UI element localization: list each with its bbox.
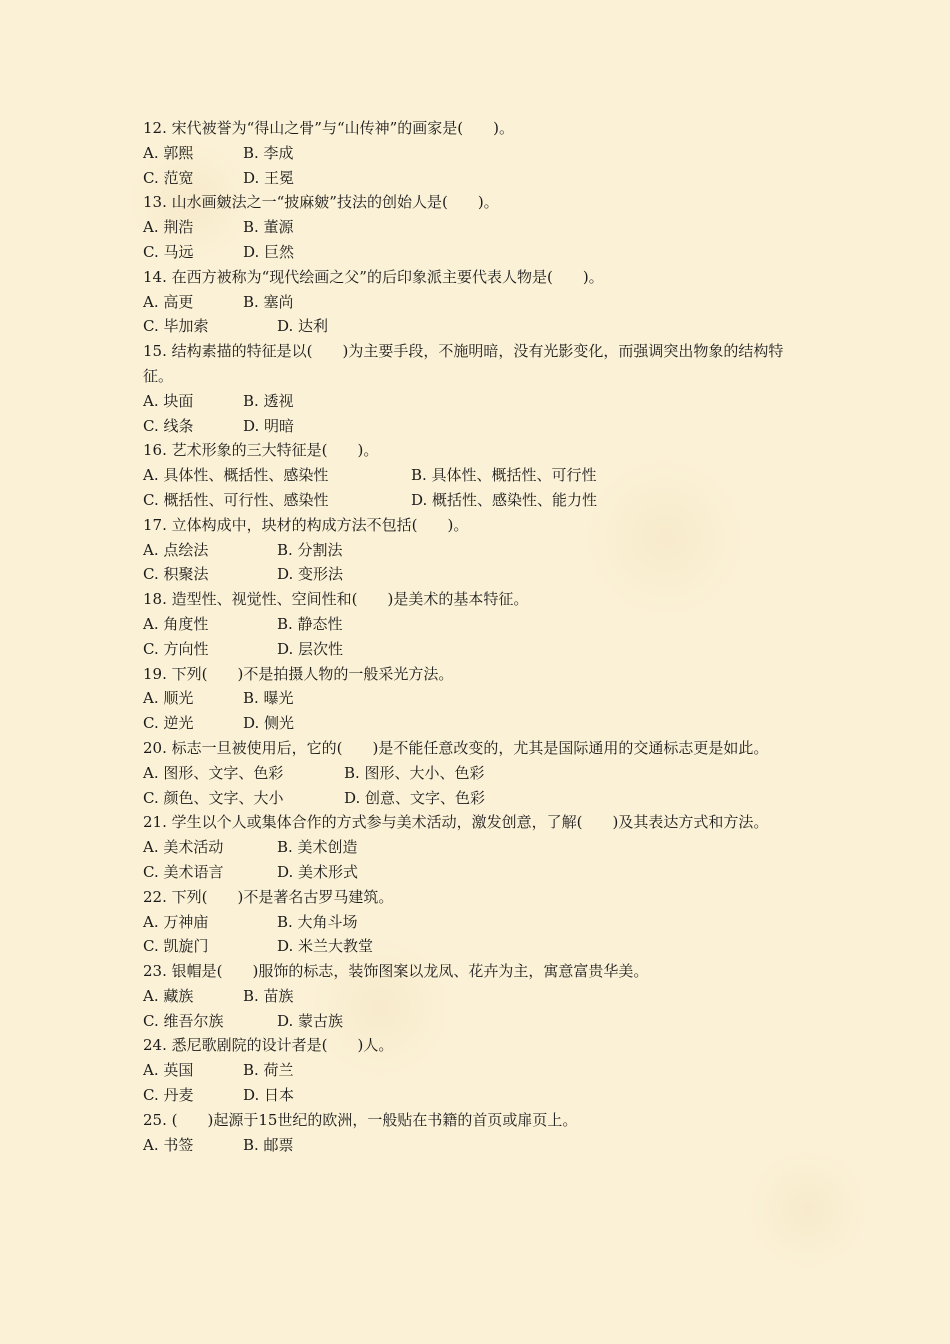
option-c: C. 概括性、可行性、感染性	[143, 490, 329, 509]
question-19-stem: 19. 下列( )不是拍摄人物的一般采光方法。	[143, 664, 454, 683]
question-18-options-row-1	[143, 612, 811, 637]
question-19-options-row-1	[143, 686, 811, 711]
option-d: D. 明暗	[243, 416, 295, 435]
option-d: D. 侧光	[243, 714, 295, 733]
option-a: A. 万神庙	[143, 912, 209, 931]
option-b: B. 荷兰	[243, 1061, 294, 1080]
option-c: C. 凯旋门	[143, 937, 209, 956]
option-a: A. 图形、文字、色彩	[143, 763, 284, 782]
question-24-stem: 24. 悉尼歌剧院的设计者是( )人。	[143, 1036, 394, 1055]
question-21-options-row-2	[143, 860, 811, 885]
option-a: A. 英国	[143, 1061, 194, 1080]
question-15-options-row-2	[143, 414, 811, 439]
option-c: C. 毕加索	[143, 317, 209, 336]
question-list	[143, 116, 811, 1157]
question-12-options-row-2	[143, 166, 811, 191]
question-12-options-row-1	[143, 141, 811, 166]
option-b: B. 邮票	[243, 1135, 294, 1154]
question-23-options-row-1	[143, 984, 811, 1009]
option-c: C. 颜色、文字、大小	[143, 788, 284, 807]
option-b: B. 大角斗场	[277, 912, 358, 931]
question-18-stem: 18. 造型性、视觉性、空间性和( )是美术的基本特征。	[143, 590, 529, 609]
option-d: D. 层次性	[277, 639, 344, 658]
option-b: B. 分割法	[277, 540, 343, 559]
question-22-stem: 22. 下列( )不是著名古罗马建筑。	[143, 887, 394, 906]
option-c: C. 积聚法	[143, 565, 209, 584]
option-a: A. 藏族	[143, 986, 194, 1005]
option-d: D. 王冕	[243, 168, 295, 187]
question-16-stem: 16. 艺术形象的三大特征是( )。	[143, 441, 379, 460]
option-b: B. 苗族	[243, 986, 294, 1005]
question-24-options-row-1	[143, 1058, 811, 1083]
option-d: D. 达利	[277, 317, 329, 336]
question-19-options-row-2	[143, 711, 811, 736]
option-b: B. 美术创造	[277, 838, 358, 857]
question-24-options-row-2	[143, 1083, 811, 1108]
question-20-stem: 20. 标志一旦被使用后，它的( )是不能任意改变的，尤其是国际通用的交通标志更是如此。	[143, 738, 769, 757]
option-d: D. 日本	[243, 1086, 295, 1105]
option-b: B. 静态性	[277, 614, 343, 633]
option-d: D. 美术形式	[277, 862, 359, 881]
option-d: D. 创意、文字、色彩	[344, 788, 486, 807]
option-d: D. 巨然	[243, 242, 295, 261]
option-b: B. 透视	[243, 391, 294, 410]
option-c: C. 范宽	[143, 168, 194, 187]
option-a: A. 书签	[143, 1135, 194, 1154]
question-13-options-row-2	[143, 240, 811, 265]
question-16-options-row-1	[143, 463, 811, 488]
option-b: B. 董源	[243, 218, 294, 237]
question-20-options-row-2	[143, 786, 811, 811]
option-d: D. 概括性、感染性、能力性	[411, 490, 598, 509]
question-22-options-row-1	[143, 910, 811, 935]
option-a: A. 块面	[143, 391, 194, 410]
question-13-options-row-1	[143, 215, 811, 240]
question-20-options-row-1	[143, 761, 811, 786]
option-b: B. 图形、大小、色彩	[344, 763, 485, 782]
question-18-options-row-2	[143, 637, 811, 662]
question-25-options-row-1	[143, 1133, 811, 1158]
option-a: A. 美术活动	[143, 838, 224, 857]
option-c: C. 马远	[143, 242, 194, 261]
question-12-stem: 12. 宋代被誉为“得山之骨”与“山传神”的画家是( )。	[143, 119, 515, 137]
option-d: D. 米兰大教堂	[277, 937, 374, 956]
option-a: A. 顺光	[143, 689, 194, 708]
question-17-options-row-2	[143, 562, 811, 587]
question-23-stem: 23. 银帽是( )服饰的标志，装饰图案以龙凤、花卉为主，寓意富贵华美。	[143, 962, 649, 981]
question-14-stem: 14. 在西方被称为“现代绘画之父”的后印象派主要代表人物是( )。	[143, 267, 604, 286]
question-17-options-row-1	[143, 538, 811, 563]
question-22-options-row-2	[143, 934, 811, 959]
question-23-options-row-2	[143, 1009, 811, 1034]
option-d: D. 蒙古族	[277, 1011, 344, 1030]
question-15-stem: 15. 结构素描的特征是以( )为主要手段，不施明暗，没有光影变化，而强调突出物象的结构特征。	[143, 342, 784, 385]
question-13-stem: 13. 山水画皴法之一“披麻皴”技法的创始人是( )。	[143, 193, 499, 212]
question-21-stem: 21. 学生以个人或集体合作的方式参与美术活动，激发创意，了解( )及其表达方式和方法。	[143, 813, 769, 832]
option-c: C. 逆光	[143, 714, 194, 733]
option-a: A. 角度性	[143, 614, 209, 633]
option-b: B. 李成	[243, 143, 294, 162]
option-c: C. 丹麦	[143, 1086, 194, 1105]
question-15-options-row-1	[143, 389, 811, 414]
option-c: C. 方向性	[143, 639, 209, 658]
option-c: C. 线条	[143, 416, 194, 435]
question-14-options-row-2	[143, 314, 811, 339]
option-c: C. 美术语言	[143, 862, 224, 881]
question-25-stem: 25. ( )起源于15世纪的欧洲，一般贴在书籍的首页或扉页上。	[143, 1110, 578, 1129]
option-a: A. 郭熙	[143, 143, 194, 162]
option-a: A. 高更	[143, 292, 194, 311]
option-a: A. 点绘法	[143, 540, 209, 559]
option-a: A. 荆浩	[143, 218, 194, 237]
question-14-options-row-1	[143, 290, 811, 315]
option-b: B. 塞尚	[243, 292, 294, 311]
question-21-options-row-1	[143, 835, 811, 860]
option-c: C. 维吾尔族	[143, 1011, 224, 1030]
option-a: A. 具体性、概括性、感染性	[143, 466, 329, 485]
question-17-stem: 17. 立体构成中，块材的构成方法不包括( )。	[143, 515, 469, 534]
option-d: D. 变形法	[277, 565, 344, 584]
question-16-options-row-2	[143, 488, 811, 513]
option-b: B. 具体性、概括性、可行性	[411, 466, 597, 485]
option-b: B. 曝光	[243, 689, 294, 708]
